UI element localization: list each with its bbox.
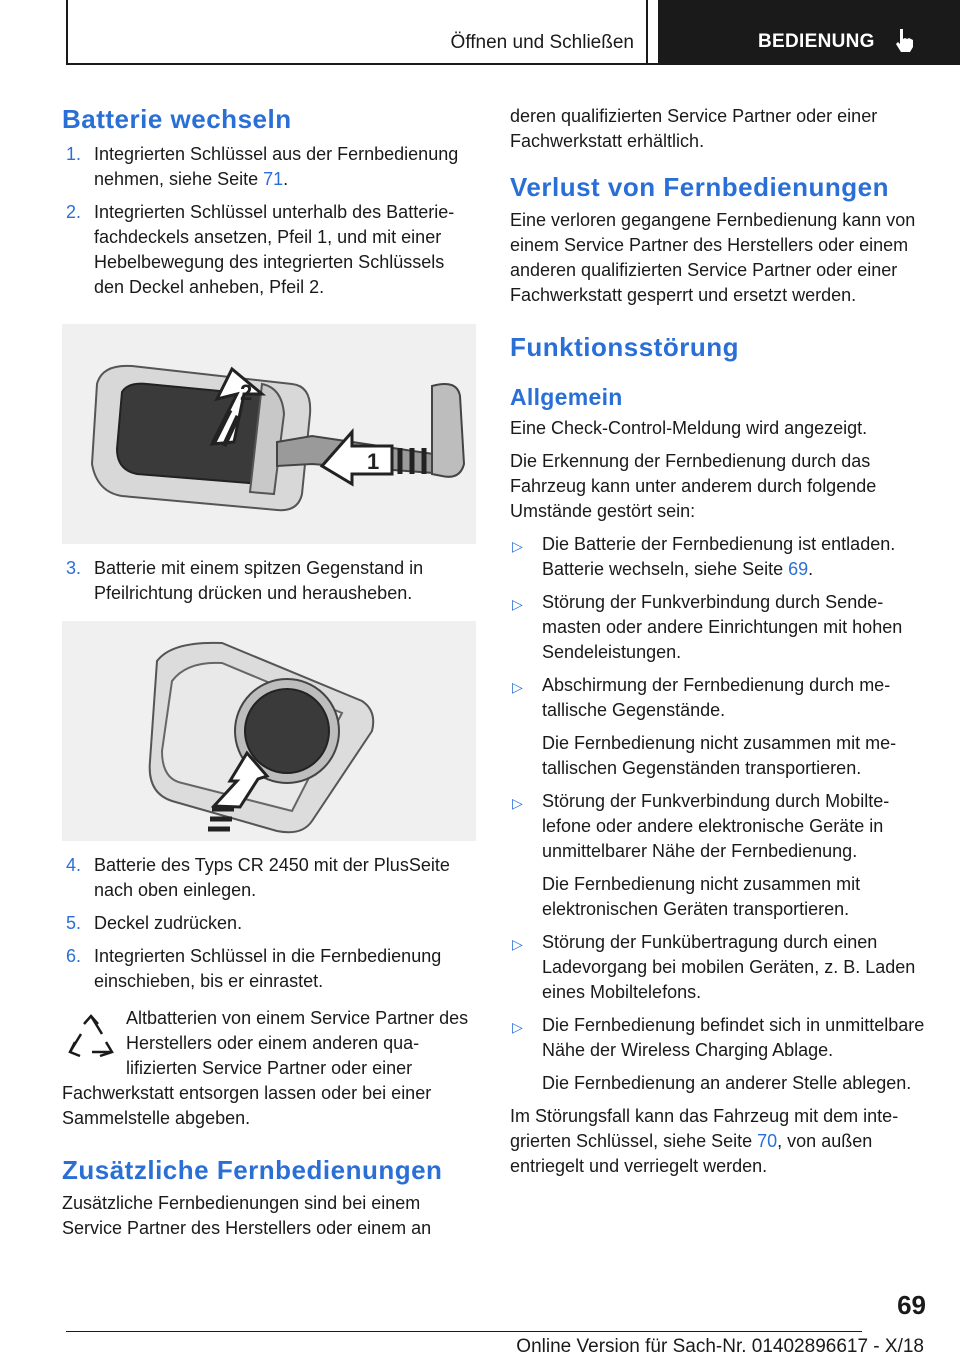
- step-number: 3.: [66, 558, 82, 578]
- arrow-label-2: 2: [240, 380, 253, 405]
- recycling-note-text: Altbatterien von einem Service Partner des Herstellers oder einem anderen qualifizierten Service Partner oder einer Fachwerkstatt entsorgen lassen oder bei einer Sammelstelle abgeben.: [62, 1008, 469, 1128]
- bullet-item: [510, 789, 930, 922]
- footer-rule: [66, 1331, 862, 1332]
- heading-additional-remotes: Zusätzliche Fernbedienungen: [62, 1155, 443, 1185]
- step-6: [62, 944, 478, 994]
- triangle-bullet-icon: ▷: [512, 679, 523, 695]
- final-text-end: , von außen entriegelt und verriegelt werden.: [510, 1131, 873, 1176]
- battery-removal-illustration: [62, 621, 476, 841]
- figure-battery-removal: [62, 621, 476, 841]
- footer-version: Online Version für Sach-Nr. 01402896617 - X/18: [516, 1336, 924, 1357]
- arrow-label-1: 1: [367, 449, 380, 474]
- final-text-start: Im Störungsfall kann das Fahrzeug mit dem integrierten Schlüssel, siehe Seite: [510, 1106, 899, 1151]
- step-2: [62, 200, 478, 300]
- bullet-subtext: Die Fernbedienung nicht zusammen mit metallischen Gegenständen transportieren.: [542, 733, 897, 778]
- bullet-item: [510, 532, 930, 582]
- bullet-item: [510, 673, 930, 781]
- page-link-69[interactable]: 69: [788, 559, 809, 579]
- step-number: 4.: [66, 855, 82, 875]
- bullet-item: [510, 1013, 930, 1096]
- triangle-bullet-icon: ▷: [512, 1019, 523, 1035]
- step-number: 1.: [66, 144, 82, 164]
- page-number: 69: [897, 1290, 926, 1320]
- step-text: Integrierten Schlüssel unterhalb des Batteriefachdeckels ansetzen, Pfeil 1, und mit einer Hebelbewegung des integrierten Schlüssels den Deckel anheben, Pfeil 2.: [94, 202, 455, 297]
- bullet-text: Die Batterie der Fernbedienung ist entladen. Batterie wechseln, siehe Seite: [542, 534, 896, 579]
- page-link-71[interactable]: 71: [263, 169, 284, 189]
- heading-battery-change: Batterie wechseln: [62, 104, 292, 134]
- step-text: Deckel zudrücken.: [94, 913, 243, 933]
- recycle-icon: [66, 1012, 116, 1062]
- final-text: [510, 1104, 930, 1179]
- key-fob-opening-illustration: [62, 324, 476, 544]
- step-number: 5.: [66, 913, 82, 933]
- continued-text: deren qualifizierten Service Partner oder einer Fachwerkstatt erhältlich.: [510, 106, 878, 151]
- bullet-subtext: Die Fernbedienung an anderer Stelle ablegen.: [542, 1073, 912, 1093]
- step-number: 2.: [66, 202, 82, 222]
- step-text: Batterie des Typs CR 2450 mit der PlusSeite nach oben einlegen.: [94, 855, 450, 900]
- hand-pointer-icon: [894, 27, 916, 53]
- general-text-2: Die Erkennung der Fernbedienung durch das Fahrzeug kann unter anderem durch folgende Umstände gestört sein:: [510, 451, 877, 521]
- lost-remotes-text: Eine verloren gegangene Fernbedienung kann von einem Service Partner des Herstellers oder einem anderen qualifizierten Service Partner oder einer Fachwerkstatt gesperrt und ersetzt werden.: [510, 210, 916, 305]
- step-3: [62, 556, 478, 606]
- bullet-subtext: Die Fernbedienung nicht zusammen mit elektronischen Geräten transportieren.: [542, 874, 861, 919]
- step-text-end: .: [283, 169, 289, 189]
- general-text-1: Eine Check-Control-Meldung wird angezeigt.: [510, 418, 868, 438]
- bullet-item: [510, 590, 930, 665]
- header-section-tab: [68, 0, 648, 63]
- right-column: [510, 100, 930, 1179]
- header-chapter-tab: [658, 0, 960, 65]
- bullet-text-end: .: [808, 559, 814, 579]
- page-link-70[interactable]: 70: [757, 1131, 778, 1151]
- bullet-item: [510, 930, 930, 1005]
- step-5: [62, 911, 478, 936]
- bullet-text: Abschirmung der Fernbedienung durch metallische Gegenstände.: [542, 675, 891, 720]
- header-section-title: Öffnen und Schließen: [450, 32, 634, 53]
- triangle-bullet-icon: ▷: [512, 795, 523, 811]
- figure-key-battery-cover: [62, 324, 476, 544]
- heading-general: Allgemein: [510, 384, 623, 410]
- bullet-text: Die Fernbedienung befindet sich in unmittelbare Nähe der Wireless Charging Ablage.: [542, 1015, 925, 1060]
- step-number: 6.: [66, 946, 82, 966]
- step-text: Batterie mit einem spitzen Gegenstand in Pfeilrichtung drücken und herausheben.: [94, 558, 424, 603]
- header-rule: [66, 63, 960, 65]
- left-column: [62, 100, 478, 1241]
- bullet-text: Störung der Funkverbindung durch Mobiltelefone oder andere elektronische Geräte in unmittelbarer Nähe der Fernbedienung.: [542, 791, 890, 861]
- step-1: [62, 142, 478, 192]
- bullet-text: Störung der Funkübertragung durch einen Ladevorgang bei mobilen Geräten, z. B. Laden eines Mobiltelefons.: [542, 932, 916, 1002]
- recycling-note: [62, 1006, 478, 1131]
- triangle-bullet-icon: ▷: [512, 596, 523, 612]
- step-text: Integrierten Schlüssel aus der Fernbedienung nehmen, siehe Seite: [94, 144, 459, 189]
- triangle-bullet-icon: ▷: [512, 538, 523, 554]
- heading-malfunction: Funktionsstörung: [510, 332, 739, 362]
- additional-remotes-text: Zusätzliche Fernbedienungen sind bei einem Service Partner des Herstellers oder einem an: [62, 1193, 432, 1238]
- triangle-bullet-icon: ▷: [512, 936, 523, 952]
- header-chapter-title: BEDIENUNG: [758, 31, 875, 52]
- step-text: Integrierten Schlüssel in die Fernbedienung einschieben, bis er einrastet.: [94, 946, 442, 991]
- heading-lost-remotes: Verlust von Fernbedienungen: [510, 172, 889, 202]
- bullet-text: Störung der Funkverbindung durch Sendemasten oder andere Einrichtungen mit hohen Sendeleistungen.: [542, 592, 903, 662]
- step-4: [62, 853, 478, 903]
